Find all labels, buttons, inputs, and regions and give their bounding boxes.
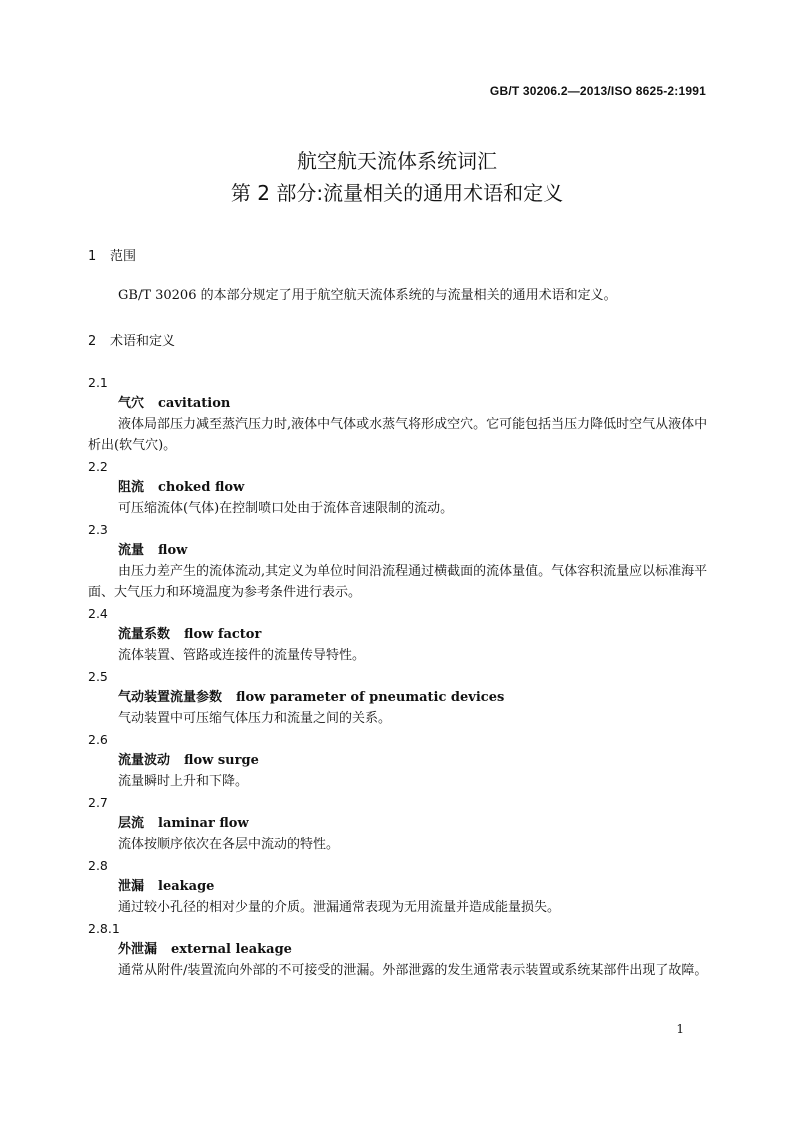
term-english: laminar flow bbox=[158, 816, 249, 831]
term-definition: 流量瞬时上升和下降。 bbox=[118, 774, 249, 789]
section-2-heading bbox=[88, 330, 175, 349]
term-english: external leakage bbox=[171, 942, 292, 957]
term-chinese: 泄漏 bbox=[118, 879, 145, 894]
term-number: 2.8 bbox=[88, 858, 108, 873]
term-entry bbox=[88, 792, 708, 855]
document-subtitle: 第 2 部分:流量相关的通用术语和定义 bbox=[230, 181, 564, 205]
term-definition: 通过较小孔径的相对少量的介质。泄漏通常表现为无用流量并造成能量损失。 bbox=[118, 900, 561, 915]
term-entry bbox=[88, 519, 708, 603]
section-number: 2 bbox=[88, 334, 97, 349]
term-heading bbox=[88, 477, 708, 498]
term-chinese: 流量 bbox=[118, 543, 145, 558]
term-heading bbox=[88, 540, 708, 561]
term-heading bbox=[88, 939, 708, 960]
term-chinese: 流量系数 bbox=[118, 627, 171, 642]
term-heading bbox=[88, 813, 708, 834]
term-heading bbox=[88, 750, 708, 771]
term-definition: 可压缩流体(气体)在控制喷口处由于流体音速限制的流动。 bbox=[118, 501, 454, 516]
term-chinese: 流量波动 bbox=[118, 753, 171, 768]
term-entry bbox=[88, 372, 708, 456]
term-number: 2.2 bbox=[88, 459, 108, 474]
term-number: 2.4 bbox=[88, 606, 108, 621]
term-english: cavitation bbox=[158, 396, 231, 411]
term-heading bbox=[88, 624, 708, 645]
document-title: 航空航天流体系统词汇 bbox=[297, 149, 497, 173]
term-english: flow bbox=[158, 543, 188, 558]
term-number: 2.7 bbox=[88, 795, 108, 810]
section-1-heading bbox=[88, 245, 136, 264]
term-heading bbox=[88, 393, 708, 414]
term-definition: 由压力差产生的流体流动,其定义为单位时间沿流程通过横截面的流体量值。气体容积流量应以标准海平面、大气压力和环境温度为参考条件进行表示。 bbox=[88, 564, 708, 600]
term-definition: 流体装置、管路或连接件的流量传导特性。 bbox=[118, 648, 366, 663]
term-chinese: 外泄漏 bbox=[118, 942, 158, 957]
section-title: 范围 bbox=[110, 249, 137, 264]
term-heading bbox=[88, 876, 708, 897]
term-entry bbox=[88, 729, 708, 792]
term-chinese: 阻流 bbox=[118, 480, 145, 495]
terms-list bbox=[88, 372, 708, 981]
scope-paragraph: GB/T 30206 的本部分规定了用于航空航天流体系统的与流量相关的通用术语和定义。 bbox=[118, 288, 617, 303]
term-number: 2.8.1 bbox=[88, 921, 120, 936]
term-heading bbox=[88, 687, 708, 708]
section-number: 1 bbox=[88, 249, 97, 264]
term-number: 2.1 bbox=[88, 375, 108, 390]
term-chinese: 层流 bbox=[118, 816, 145, 831]
section-title: 术语和定义 bbox=[110, 334, 176, 349]
term-entry bbox=[88, 918, 708, 981]
term-definition: 流体按顺序依次在各层中流动的特性。 bbox=[118, 837, 340, 852]
term-number: 2.6 bbox=[88, 732, 108, 747]
term-english: flow surge bbox=[184, 753, 259, 768]
term-definition: 液体局部压力减至蒸汽压力时,液体中气体或水蒸气将形成空穴。它可能包括当压力降低时空气从液体中析出(软气穴)。 bbox=[88, 417, 708, 453]
term-english: leakage bbox=[158, 879, 215, 894]
term-entry bbox=[88, 603, 708, 666]
term-chinese: 气动装置流量参数 bbox=[118, 690, 223, 705]
term-number: 2.3 bbox=[88, 522, 108, 537]
term-definition: 通常从附件/装置流向外部的不可接受的泄漏。外部泄露的发生通常表示装置或系统某部件出现了故障。 bbox=[118, 963, 708, 978]
term-number: 2.5 bbox=[88, 669, 108, 684]
term-english: choked flow bbox=[158, 480, 245, 495]
term-entry bbox=[88, 666, 708, 729]
term-definition: 气动装置中可压缩气体压力和流量之间的关系。 bbox=[118, 711, 392, 726]
standard-code: GB/T 30206.2—2013/ISO 8625-2:1991 bbox=[489, 84, 706, 98]
term-chinese: 气穴 bbox=[118, 396, 145, 411]
page-number: 1 bbox=[676, 1022, 684, 1036]
term-entry bbox=[88, 456, 708, 519]
term-entry bbox=[88, 855, 708, 918]
term-english: flow factor bbox=[184, 627, 262, 642]
term-english: flow parameter of pneumatic devices bbox=[236, 690, 505, 705]
